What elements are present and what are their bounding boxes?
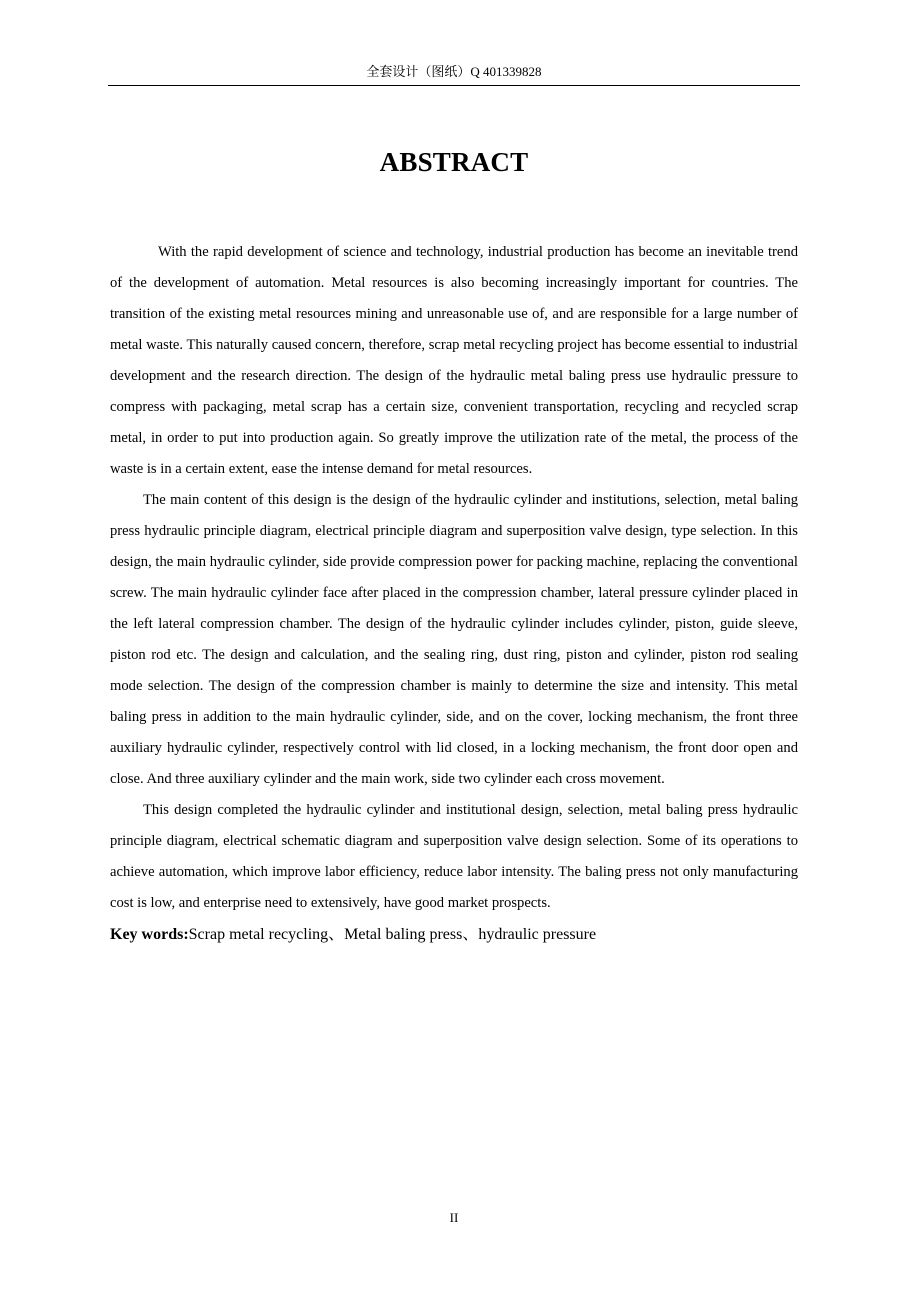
abstract-title: ABSTRACT	[379, 147, 529, 177]
keywords-label: Key words:	[110, 926, 189, 943]
abstract-paragraph-1: With the rapid development of science and technology, industrial production has become an inevitable trend of the development of automation. Metal resources is also becoming increasingly important for countries. The transition of the existing metal resources mining and unreasonable use of, and are responsible for a large number of metal waste. This naturally caused concern, therefore, scrap metal recycling project has become essential to industrial development and the research direction. The design of the hydraulic metal baling press use hydraulic pressure to compress with packaging, metal scrap has a certain size, convenient transportation, recycling and recycled scrap metal, in order to put into production again. So greatly improve the utilization rate of the metal, the process of the waste is in a certain extent, ease the intense demand for metal resources.	[110, 244, 798, 477]
abstract-paragraph-2: The main content of this design is the design of the hydraulic cylinder and institutions, selection, metal baling press hydraulic principle diagram, electrical principle diagram and superposition valve design, type selection. In this design, the main hydraulic cylinder, side provide compression power for packing machine, replacing the conventional screw. The main hydraulic cylinder face after placed in the compression chamber, lateral pressure cylinder placed in the left lateral compression chamber. The design of the hydraulic cylinder includes cylinder, piston, guide sleeve, piston rod etc. The design and calculation, and the sealing ring, dust ring, piston and cylinder, piston rod sealing mode selection. The design of the compression chamber is mainly to determine the size and intensity. This metal baling press in addition to the main hydraulic cylinder, side, and on the cover, locking mechanism, the front three auxiliary hydraulic cylinder, respectively control with lid closed, in a locking mechanism, the front door open and close. And three auxiliary cylinder and the main work, side two cylinder each cross movement.	[110, 492, 798, 787]
keywords-line	[110, 920, 798, 950]
keywords-text: Scrap metal recycling、Metal baling press、hydraulic pressure	[188, 926, 597, 943]
page-number: II	[449, 1210, 459, 1225]
abstract-body	[110, 237, 798, 950]
header-rule	[108, 85, 800, 86]
page-header: 全套设计（图纸）Q 401339828	[366, 64, 542, 79]
abstract-paragraph-3: This design completed the hydraulic cylinder and institutional design, selection, metal baling press hydraulic principle diagram, electrical schematic diagram and superposition valve design selection. Some of its operations to achieve automation, which improve labor efficiency, reduce labor intensity. The baling press not only manufacturing cost is low, and enterprise need to extensively, have good market prospects.	[110, 802, 798, 911]
